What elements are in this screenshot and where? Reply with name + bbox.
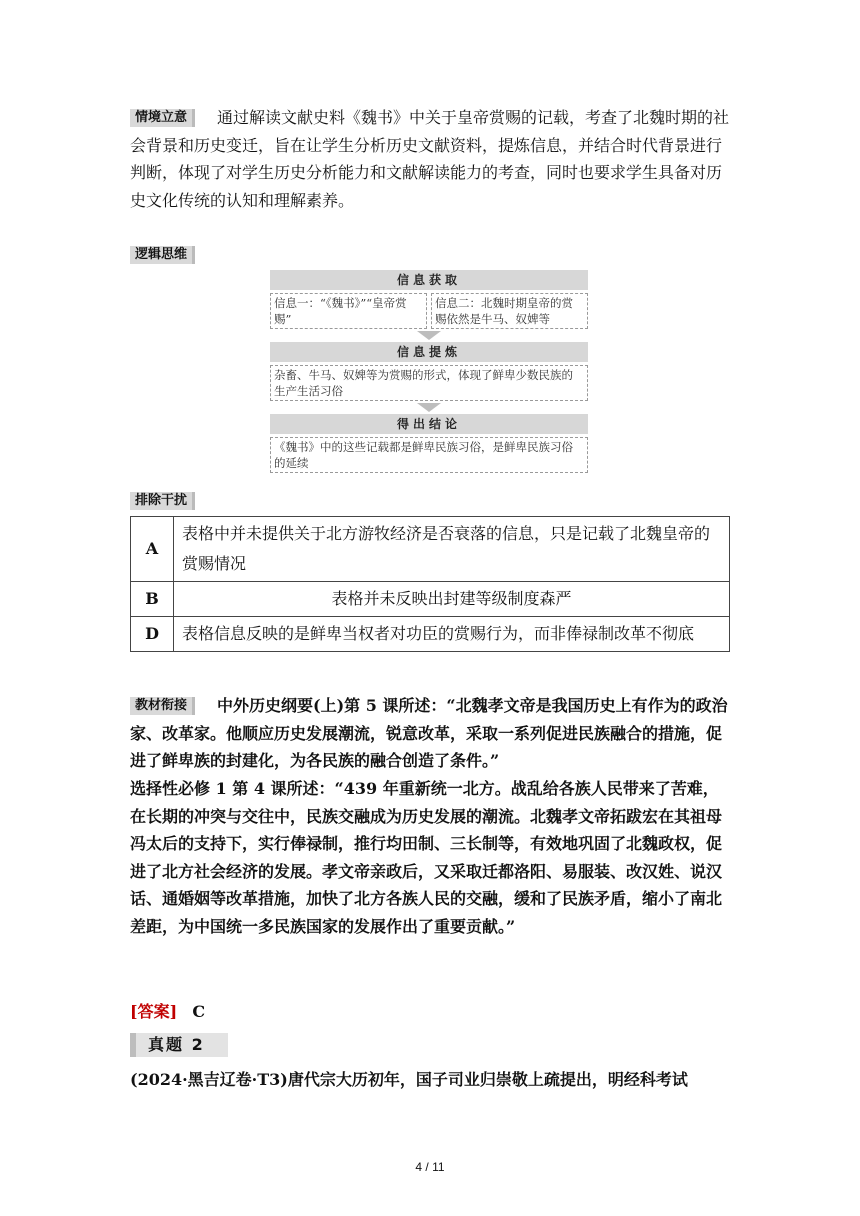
context-text: 通过解读文献史料《魏书》中关于皇帝赏赐的记载，考查了北魏时期的社会背景和历史变迁，旨在让学生分析历史文献资料，提炼信息，并结合时代背景进行判断，体现了对学生历史分析能力和文献解读能力的考查，同时也要求学生具备对历史文化传统的认知和理解素养。 [130,108,730,210]
exclude-tag: 排除干扰 [130,492,195,510]
answer-value: C [192,1002,206,1021]
flow-info-two: 信息二：北魏时期皇帝的赏赐依然是牛马、奴婢等 [431,293,588,329]
question-paragraph [130,1066,730,1094]
question-text: 唐代宗大历初年，国子司业归崇敬上疏提出，明经科考试 [287,1070,688,1089]
exclude-table [130,516,730,652]
option-key: A [131,517,174,582]
option-text: 表格信息反映的是鲜卑当权者对功臣的赏赐行为，而非俸禄制改革不彻底 [174,617,730,652]
context-tag: 情境立意 [130,109,195,127]
option-key: B [131,582,174,617]
flow-refine-box: 杂畜、牛马、奴婢等为赏赐的形式，体现了鲜卑少数民族的生产生活习俗 [270,365,588,401]
option-text: 表格并未反映出封建等级制度森严 [174,582,730,617]
answer-label: [答案] [130,1002,178,1021]
logic-flow-diagram [270,270,588,473]
textbook-text-1: 中外历史纲要(上)第 5 课所述：“北魏孝文帝是我国历史上有作为的政治家、改革家。他顺应历史发展潮流，锐意改革，采取一系列促进民族融合的措施，促进了鲜卑族的封建化，为各民族的融合创造了条件。” [130,696,728,770]
flow-step-info-refine: 信息提炼 [270,342,588,362]
textbook-paragraph-2 [130,775,730,940]
textbook-tag: 教材衔接 [130,697,195,715]
flow-arrow-down-icon [417,331,441,340]
context-paragraph [130,104,730,214]
flow-arrow-down-icon [417,403,441,412]
question-source: (2024·黑吉辽卷·T3) [130,1070,288,1089]
table-row [131,517,730,582]
flow-info-one: 信息一：“《魏书》”“皇帝赏赐” [270,293,427,329]
answer-line [130,998,730,1026]
textbook-text-2: 选择性必修 1 第 4 课所述：“439 年重新统一北方。战乱给各族人民带来了苦难，在长期的冲突与交往中，民族交融成为历史发展的潮流。北魏孝文帝拓跋宏在其祖母冯太后的支持下，实行俸禄制，推行均田制、三长制等，有效地巩固了北魏政权，促进了北方社会经济的发展。孝文帝亲政后，又采取迁都洛阳、易服装、改汉姓、说汉话、通婚姻等改革措施，加快了北方各族人民的交融，缓和了民族矛盾，缩小了南北差距，为中国统一多民族国家的发展作出了重要贡献。” [130,779,723,936]
logic-tag: 逻辑思维 [130,246,195,264]
flow-conclusion-box: 《魏书》中的这些记载都是鲜卑民族习俗，是鲜卑民族习俗的延续 [270,437,588,473]
flow-step-info-acquire: 信息获取 [270,270,588,290]
textbook-paragraph [130,692,730,775]
option-key: D [131,617,174,652]
option-text: 表格中并未提供关于北方游牧经济是否衰落的信息，只是记载了北魏皇帝的赏赐情况 [174,517,730,582]
table-row [131,582,730,617]
table-row [131,617,730,652]
flow-step-conclusion: 得出结论 [270,414,588,434]
page-number: 4 / 11 [415,1160,445,1174]
question-title-badge: 真题 2 [130,1033,228,1057]
